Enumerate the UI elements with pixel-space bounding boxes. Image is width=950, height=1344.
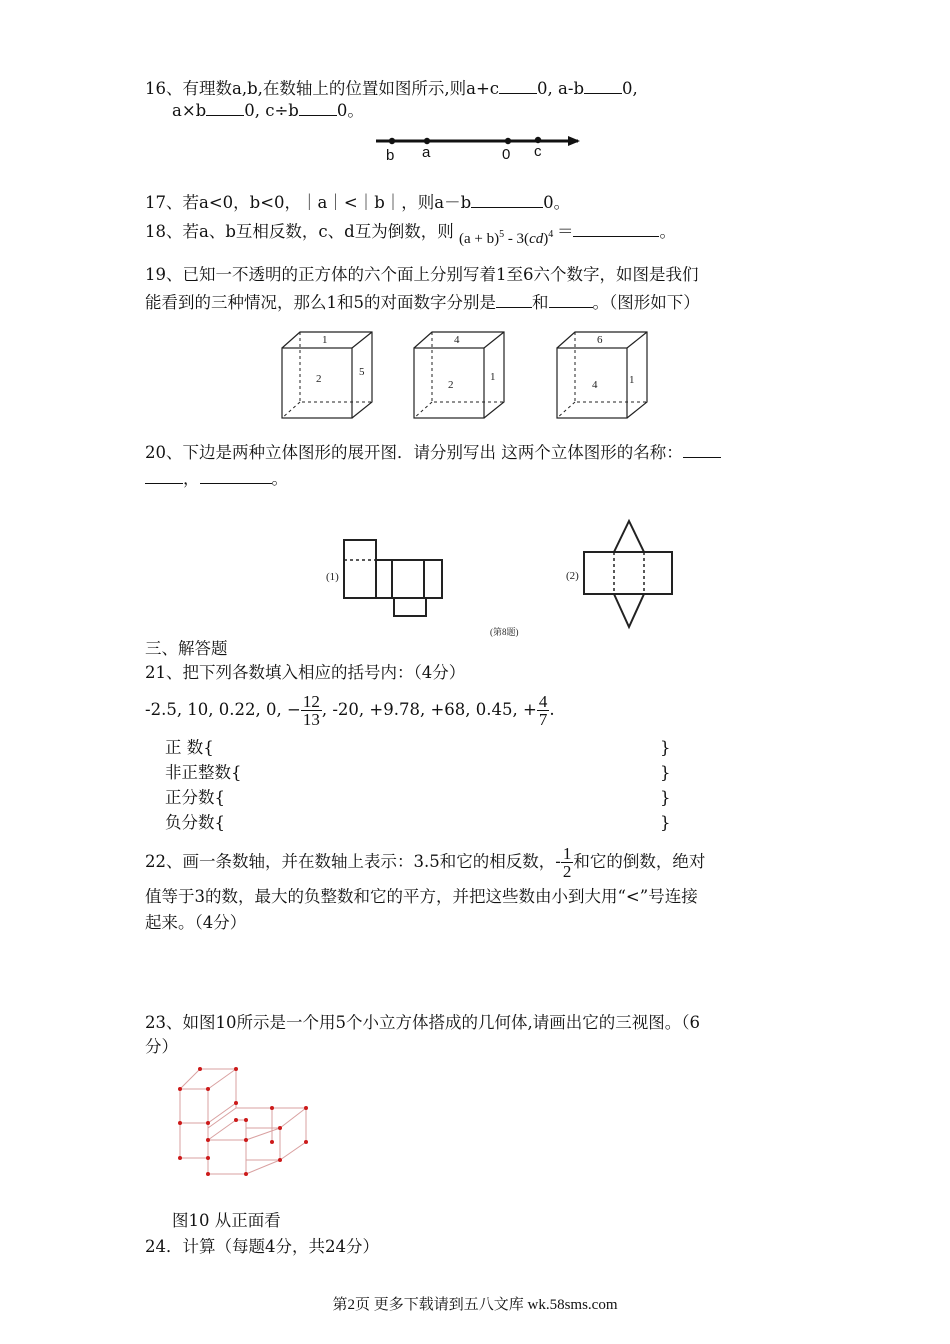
page-footer: 第2页 更多下载请到五八文库 wk.58sms.com xyxy=(332,1297,618,1313)
q21-row-negative-frac: 负分数{ xyxy=(165,813,225,832)
cube-view-1 xyxy=(280,330,380,422)
axis-label-c: c xyxy=(534,143,542,160)
cube3-right: 1 xyxy=(629,374,635,386)
cube3-front: 4 xyxy=(592,379,598,391)
nets-figure xyxy=(322,515,702,645)
q22-line3: 起来。（4分） xyxy=(145,913,247,932)
cube2-top: 4 xyxy=(454,334,460,346)
axis-label-a: a xyxy=(422,144,431,161)
fraction-1-2: $\frac{1}{2}$ xyxy=(562,844,572,881)
cube-view-2 xyxy=(412,330,512,422)
cube1-right: 5 xyxy=(359,366,365,378)
q20-line1: 20、下边是两种立体图形的展开图．请分别写出 这两个立体图形的名称： xyxy=(145,440,721,464)
q17: 17、若a<0，b<0，｜a｜<｜b｜，则a－b 0。 xyxy=(145,190,570,214)
q18: 18、若a、b互相反数，c、d互为倒数，则 $(a + b)^5 - 3(cd)^4$ ＝ 。 xyxy=(145,218,676,244)
axis-label-b: b xyxy=(386,147,395,164)
axis-label-0: 0 xyxy=(502,146,511,163)
q21-title: 21、把下列各数填入相应的括号内：（4分） xyxy=(145,663,466,682)
q23-line1: 23、如图10所示是一个用5个小立方体搭成的几何体,请画出它的三视图。（6 xyxy=(145,1013,700,1032)
q21-row-positive: 正 数{ xyxy=(165,738,214,757)
q21-row-nonpositive-int: 非正整数{ xyxy=(165,763,242,782)
q20-line2: ， 。 xyxy=(145,466,288,490)
net1-label: (1) xyxy=(326,571,339,583)
cube-stack-edges xyxy=(180,1069,306,1174)
section-3-heading: 三、解答题 xyxy=(145,639,228,658)
q21-numbers: -2.5, 10, 0.22, 0, − $\frac{12}{13}$ , -20, +9.78, +68, 0.45, + $\frac{4}{7}$ . xyxy=(145,692,555,729)
q16-line2: a×b 0, c÷b 0。 xyxy=(172,98,364,122)
q21-close-2: } xyxy=(660,763,671,782)
q23-line2: 分） xyxy=(145,1037,178,1056)
number-line xyxy=(372,130,584,166)
q21-close-1: } xyxy=(660,738,671,757)
q21-row-positive-frac: 正分数{ xyxy=(165,788,225,807)
nets-caption: (第8题) xyxy=(490,627,519,637)
cube-stack-figure xyxy=(170,1060,320,1180)
cube1-top: 1 xyxy=(322,334,328,346)
cube2-front: 2 xyxy=(448,379,454,391)
fraction-12-13: $\frac{12}{13}$ xyxy=(302,692,320,729)
q19-line2: 能看到的三种情况，那么1和5的对面数字分别是 和 。（图形如下） xyxy=(145,290,700,314)
cube3-top: 6 xyxy=(597,334,603,346)
cube-view-3 xyxy=(555,330,655,422)
q21-close-3: } xyxy=(660,788,671,807)
fraction-4-7: $\frac{4}{7}$ xyxy=(538,692,548,729)
q19-line1: 19、已知一不透明的正方体的六个面上分别写着1至6六个数字，如图是我们 xyxy=(145,265,699,284)
cube1-front: 2 xyxy=(316,373,322,385)
net2-label: (2) xyxy=(566,570,579,582)
q22-line2: 值等于3的数，最大的负整数和它的平方，并把这些数由小到大用“<”号连接 xyxy=(145,887,698,906)
q24: 24．计算（每题4分，共24分） xyxy=(145,1237,379,1256)
q23-caption: 图10 从正面看 xyxy=(172,1211,281,1230)
cube2-right: 1 xyxy=(490,371,496,383)
q16-line1: 16、有理数a,b,在数轴上的位置如图所示,则a+c 0, a-b 0, xyxy=(145,76,638,100)
q22-line1: 22、画一条数轴，并在数轴上表示：3.5和它的相反数，- $\frac{1}{2}$ 和它的倒数，绝对 xyxy=(145,844,706,881)
q21-close-4: } xyxy=(660,813,671,832)
